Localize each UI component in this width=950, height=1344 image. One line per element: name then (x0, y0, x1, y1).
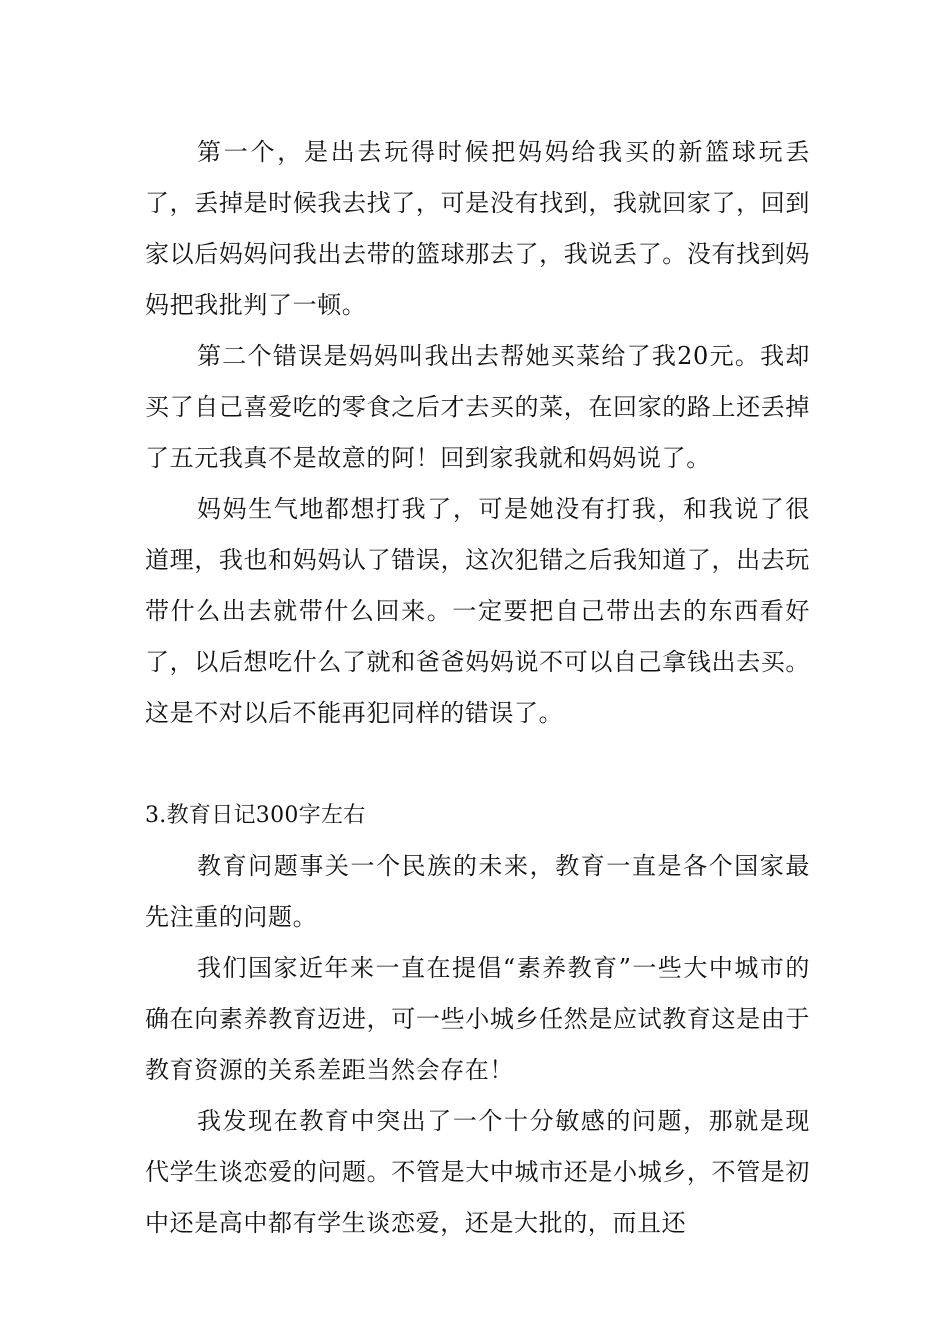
paragraph-student-dating: 我发现在教育中突出了一个十分敏感的问题，那就是现代学生谈恋爱的问题。不管是大中城市还是小城乡，不管是初中还是高中都有学生谈恋爱，还是大批的，而且还 (145, 1107, 810, 1237)
paragraph-quality-education: 我们国家近年来一直在提倡“素养教育”一些大中城市的确在向素养教育迈进，可一些小城乡任然是应试教育这是由于教育资源的关系差距当然会存在！ (145, 954, 810, 1084)
paragraph-first-mistake: 第一个，是出去玩得时候把妈妈给我买的新篮球玩丢了，丢掉是时候我去找了，可是没有找到，我就回家了，回到家以后妈妈问我出去带的篮球那去了，我说丢了。没有找到妈妈把我批判了一顿。 (145, 138, 810, 319)
document-body (145, 127, 810, 1249)
section-heading: 3.教育日记300字左右 (145, 803, 366, 828)
paragraph-lesson-learned: 妈妈生气地都想打我了，可是她没有打我，和我说了很道理，我也和妈妈认了错误，这次犯错之后我知道了，出去玩带什么出去就带什么回来。一定要把自己带出去的东西看好了，以后想吃什么了就和爸爸妈妈说不可以自己拿钱出去买。这是不对以后不能再犯同样的错误了。 (145, 495, 810, 727)
paragraph-education-importance: 教育问题事关一个民族的未来，教育一直是各个国家最先注重的问题。 (145, 852, 810, 931)
paragraph-second-mistake: 第二个错误是妈妈叫我出去帮她买菜给了我20元。我却买了自己喜爱吃的零食之后才去买的菜，在回家的路上还丢掉了五元我真不是故意的阿！回到家我就和妈妈说了。 (145, 342, 810, 472)
